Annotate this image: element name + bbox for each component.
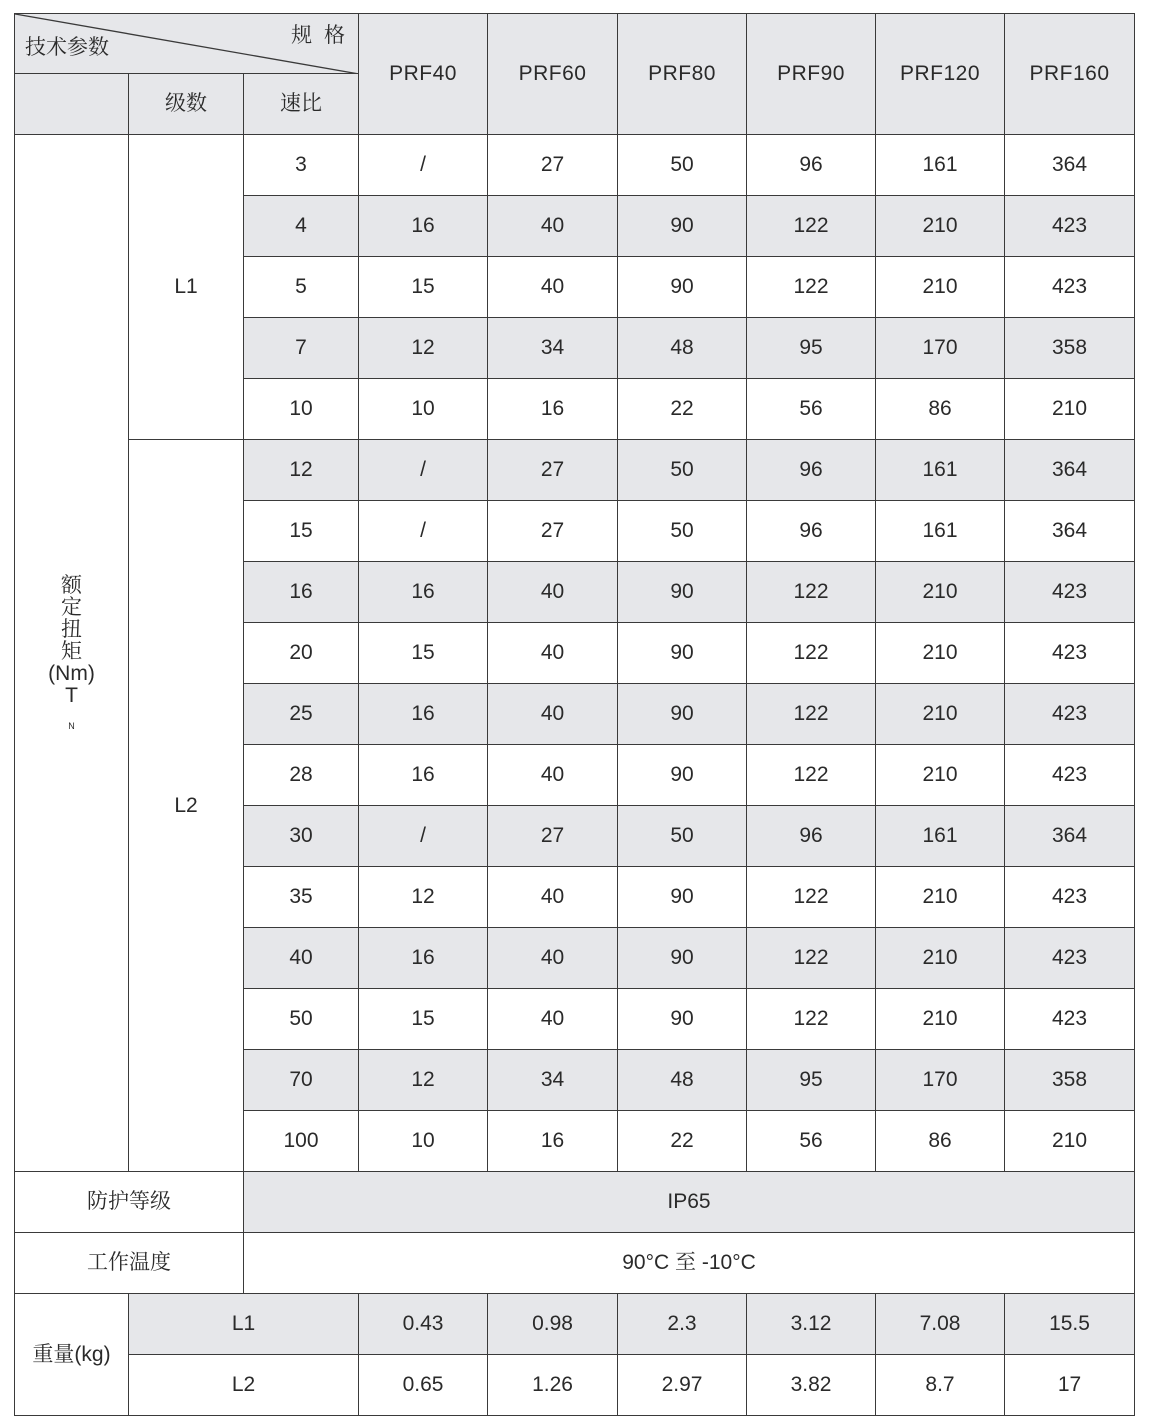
torque-value-cell: /: [359, 806, 488, 867]
torque-value-cell: 122: [747, 257, 876, 318]
level-column-header: 级数: [129, 74, 244, 135]
ratio-cell: 10: [244, 379, 359, 440]
torque-value-cell: 210: [876, 623, 1005, 684]
ratio-cell: 15: [244, 501, 359, 562]
temperature-label: 工作温度: [15, 1233, 244, 1294]
torque-value-cell: 210: [876, 562, 1005, 623]
torque-row: [15, 440, 1135, 501]
torque-value-cell: 90: [618, 257, 747, 318]
ratio-cell: 7: [244, 318, 359, 379]
temperature-row: [15, 1233, 1135, 1294]
torque-value-cell: 16: [359, 928, 488, 989]
weight-label: 重量(kg): [15, 1294, 129, 1416]
weight-value-cell: 0.98: [488, 1294, 618, 1355]
torque-value-cell: 122: [747, 623, 876, 684]
ratio-cell: 25: [244, 684, 359, 745]
torque-value-cell: 90: [618, 989, 747, 1050]
weight-value-cell: 2.3: [618, 1294, 747, 1355]
torque-value-cell: 50: [618, 501, 747, 562]
torque-value-cell: 210: [876, 196, 1005, 257]
spec-table: [14, 13, 1135, 1416]
rated-torque-label-cell: [15, 135, 129, 1172]
torque-value-cell: 358: [1005, 1050, 1135, 1111]
torque-value-cell: 15: [359, 623, 488, 684]
torque-value-cell: 86: [876, 379, 1005, 440]
torque-value-cell: 40: [488, 257, 618, 318]
model-header: PRF90: [747, 14, 876, 135]
torque-value-cell: 423: [1005, 562, 1135, 623]
torque-value-cell: 56: [747, 1111, 876, 1172]
rated-torque-label: 额 定 扭 矩 (Nm) T $_N$: [48, 573, 95, 732]
torque-value-cell: 27: [488, 440, 618, 501]
torque-value-cell: 122: [747, 928, 876, 989]
ratio-cell: 100: [244, 1111, 359, 1172]
protection-label: 防护等级: [15, 1172, 244, 1233]
torque-value-cell: 90: [618, 928, 747, 989]
torque-value-cell: 27: [488, 806, 618, 867]
torque-value-cell: 96: [747, 501, 876, 562]
weight-row: [15, 1355, 1135, 1416]
weight-value-cell: 15.5: [1005, 1294, 1135, 1355]
weight-value-cell: 7.08: [876, 1294, 1005, 1355]
torque-value-cell: 40: [488, 867, 618, 928]
torque-value-cell: /: [359, 501, 488, 562]
torque-value-cell: 16: [359, 196, 488, 257]
torque-value-cell: 423: [1005, 928, 1135, 989]
torque-value-cell: 16: [359, 562, 488, 623]
weight-value-cell: 17: [1005, 1355, 1135, 1416]
torque-value-cell: 12: [359, 1050, 488, 1111]
torque-value-cell: 210: [876, 928, 1005, 989]
torque-value-cell: 90: [618, 867, 747, 928]
weight-value-cell: 0.65: [359, 1355, 488, 1416]
weight-value-cell: 3.82: [747, 1355, 876, 1416]
torque-value-cell: 40: [488, 196, 618, 257]
weight-value-cell: 3.12: [747, 1294, 876, 1355]
ratio-cell: 30: [244, 806, 359, 867]
torque-unit: (Nm): [48, 661, 95, 685]
torque-value-cell: 210: [876, 684, 1005, 745]
torque-value-cell: 423: [1005, 745, 1135, 806]
level-cell: L1: [129, 135, 244, 440]
torque-value-cell: 364: [1005, 440, 1135, 501]
torque-value-cell: 423: [1005, 196, 1135, 257]
corner-label-parameters: 技术参数: [25, 36, 109, 59]
torque-value-cell: 423: [1005, 623, 1135, 684]
torque-value-cell: 161: [876, 135, 1005, 196]
ratio-column-header: 速比: [244, 74, 359, 135]
torque-value-cell: 122: [747, 867, 876, 928]
temperature-value: 90°C 至 -10°C: [244, 1233, 1135, 1294]
ratio-cell: 35: [244, 867, 359, 928]
torque-value-cell: 122: [747, 989, 876, 1050]
model-header: PRF160: [1005, 14, 1135, 135]
corner-label-specs: 规 格: [291, 24, 349, 47]
torque-value-cell: 40: [488, 684, 618, 745]
torque-value-cell: 122: [747, 562, 876, 623]
torque-value-cell: 16: [488, 1111, 618, 1172]
torque-value-cell: 15: [359, 257, 488, 318]
torque-value-cell: 16: [359, 684, 488, 745]
torque-row: [15, 135, 1135, 196]
weight-value-cell: 2.97: [618, 1355, 747, 1416]
torque-value-cell: 96: [747, 135, 876, 196]
torque-value-cell: 161: [876, 440, 1005, 501]
weight-value-cell: 8.7: [876, 1355, 1005, 1416]
ratio-cell: 50: [244, 989, 359, 1050]
torque-value-cell: 90: [618, 623, 747, 684]
torque-value-cell: 161: [876, 501, 1005, 562]
model-header: PRF60: [488, 14, 618, 135]
torque-value-cell: 210: [876, 989, 1005, 1050]
torque-value-cell: /: [359, 135, 488, 196]
torque-value-cell: 90: [618, 684, 747, 745]
torque-value-cell: 90: [618, 745, 747, 806]
torque-value-cell: 50: [618, 806, 747, 867]
torque-value-cell: 34: [488, 318, 618, 379]
torque-value-cell: 358: [1005, 318, 1135, 379]
blank-header-cell: [15, 74, 129, 135]
torque-value-cell: 170: [876, 318, 1005, 379]
torque-value-cell: 364: [1005, 806, 1135, 867]
torque-value-cell: 48: [618, 318, 747, 379]
torque-value-cell: 423: [1005, 989, 1135, 1050]
torque-value-cell: 40: [488, 623, 618, 684]
ratio-cell: 12: [244, 440, 359, 501]
torque-value-cell: 27: [488, 135, 618, 196]
ratio-cell: 20: [244, 623, 359, 684]
torque-value-cell: 423: [1005, 867, 1135, 928]
torque-value-cell: 40: [488, 562, 618, 623]
torque-value-cell: 34: [488, 1050, 618, 1111]
model-header: PRF120: [876, 14, 1005, 135]
ratio-cell: 3: [244, 135, 359, 196]
torque-value-cell: 16: [359, 745, 488, 806]
torque-value-cell: 210: [1005, 1111, 1135, 1172]
corner-header-cell: [15, 14, 359, 74]
torque-value-cell: 96: [747, 806, 876, 867]
torque-value-cell: 16: [488, 379, 618, 440]
torque-value-cell: 161: [876, 806, 1005, 867]
torque-value-cell: 170: [876, 1050, 1005, 1111]
ratio-cell: 16: [244, 562, 359, 623]
ratio-cell: 40: [244, 928, 359, 989]
torque-value-cell: 40: [488, 745, 618, 806]
torque-value-cell: 364: [1005, 501, 1135, 562]
torque-value-cell: 86: [876, 1111, 1005, 1172]
protection-value: IP65: [244, 1172, 1135, 1233]
torque-value-cell: 210: [1005, 379, 1135, 440]
torque-value-cell: 50: [618, 440, 747, 501]
torque-value-cell: 96: [747, 440, 876, 501]
torque-value-cell: 210: [876, 745, 1005, 806]
weight-level-cell: L1: [129, 1294, 359, 1355]
torque-value-cell: 210: [876, 867, 1005, 928]
torque-value-cell: 15: [359, 989, 488, 1050]
torque-value-cell: 12: [359, 867, 488, 928]
torque-value-cell: 90: [618, 562, 747, 623]
torque-value-cell: 56: [747, 379, 876, 440]
torque-value-cell: 10: [359, 1111, 488, 1172]
model-header: PRF80: [618, 14, 747, 135]
weight-level-cell: L2: [129, 1355, 359, 1416]
level-cell: L2: [129, 440, 244, 1172]
torque-value-cell: 364: [1005, 135, 1135, 196]
ratio-cell: 4: [244, 196, 359, 257]
torque-value-cell: 122: [747, 684, 876, 745]
torque-value-cell: 27: [488, 501, 618, 562]
torque-value-cell: 90: [618, 196, 747, 257]
torque-value-cell: 40: [488, 928, 618, 989]
weight-value-cell: 1.26: [488, 1355, 618, 1416]
torque-value-cell: 122: [747, 745, 876, 806]
torque-value-cell: 423: [1005, 684, 1135, 745]
torque-value-cell: 48: [618, 1050, 747, 1111]
torque-value-cell: 423: [1005, 257, 1135, 318]
ratio-cell: 70: [244, 1050, 359, 1111]
model-header: PRF40: [359, 14, 488, 135]
ratio-cell: 5: [244, 257, 359, 318]
torque-value-cell: 12: [359, 318, 488, 379]
torque-value-cell: 22: [618, 1111, 747, 1172]
weight-row: [15, 1294, 1135, 1355]
torque-symbol: T $_N$: [65, 683, 78, 732]
torque-value-cell: 40: [488, 989, 618, 1050]
torque-value-cell: 10: [359, 379, 488, 440]
protection-row: [15, 1172, 1135, 1233]
torque-value-cell: /: [359, 440, 488, 501]
torque-value-cell: 95: [747, 318, 876, 379]
torque-value-cell: 210: [876, 257, 1005, 318]
ratio-cell: 28: [244, 745, 359, 806]
torque-value-cell: 22: [618, 379, 747, 440]
weight-value-cell: 0.43: [359, 1294, 488, 1355]
torque-value-cell: 122: [747, 196, 876, 257]
torque-value-cell: 50: [618, 135, 747, 196]
torque-value-cell: 95: [747, 1050, 876, 1111]
